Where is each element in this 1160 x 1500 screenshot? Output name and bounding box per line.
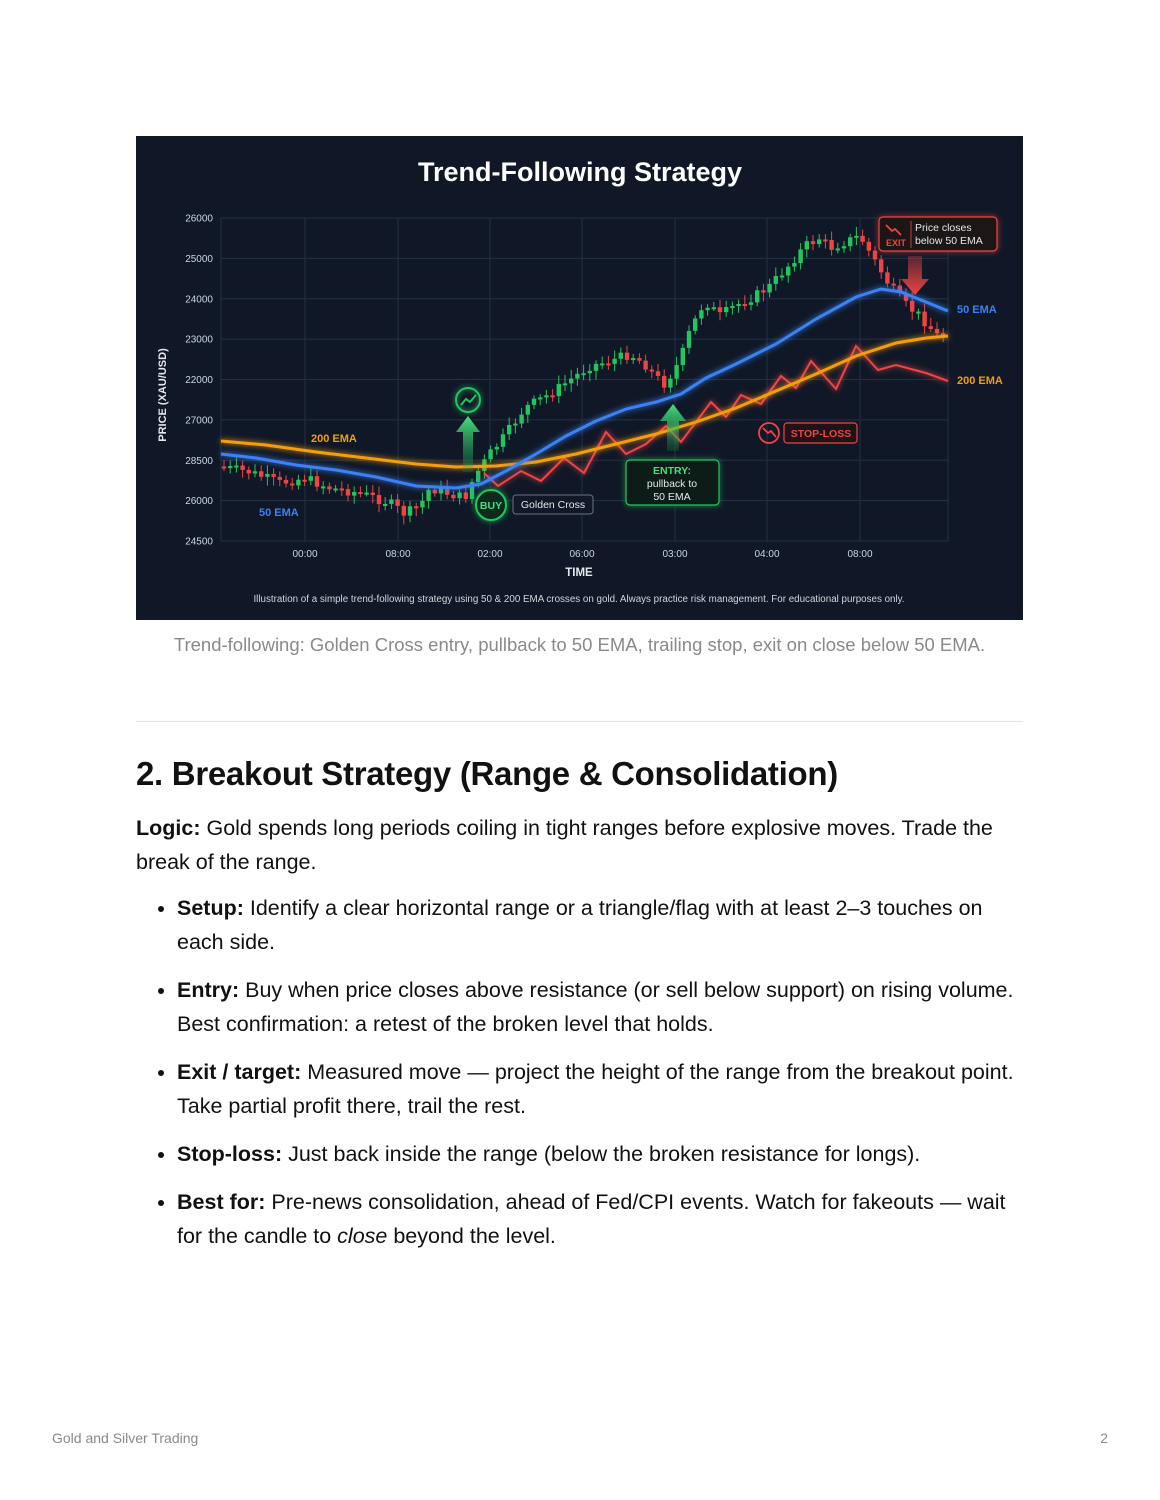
y-tick-label: 28500 bbox=[185, 455, 213, 467]
candle-up bbox=[817, 239, 821, 244]
strategy-bullets bbox=[136, 891, 1026, 1267]
candle-up bbox=[792, 263, 796, 267]
candle-down bbox=[643, 361, 647, 370]
section-heading: 2. Breakout Strategy (Range & Consolidation) bbox=[136, 755, 838, 792]
bullet-text: Buy when price closes above resistance (or sell below support) on rising volume. Best confirmation: a retest of the broken level that holds. bbox=[177, 978, 1014, 1036]
candle-down bbox=[662, 376, 666, 388]
candle-up bbox=[848, 237, 852, 246]
x-tick-label: 03:00 bbox=[662, 549, 688, 560]
x-tick-label: 00:00 bbox=[292, 549, 318, 560]
candle-up bbox=[426, 490, 430, 501]
golden-cross-label: Golden Cross bbox=[520, 499, 586, 511]
chart-footnote: Illustration of a simple trend-following strategy using 50 & 200 EMA crosses on gold. Always practice risk management. For educational purposes only. bbox=[253, 594, 905, 605]
candle-up bbox=[364, 493, 368, 495]
candle-up bbox=[513, 424, 517, 426]
candle-down bbox=[823, 239, 827, 241]
exit-label-1: Price closes bbox=[915, 222, 972, 234]
candle-up bbox=[532, 399, 536, 405]
candle-down bbox=[606, 363, 610, 365]
candle-down bbox=[743, 304, 747, 306]
candle-down bbox=[290, 483, 294, 485]
candle-down bbox=[929, 326, 933, 329]
candle-up bbox=[321, 486, 325, 488]
exit-tag-label: EXIT bbox=[885, 238, 907, 248]
candle-down bbox=[278, 477, 282, 480]
candle-up bbox=[668, 379, 672, 388]
candle-up bbox=[495, 447, 499, 450]
candle-down bbox=[247, 470, 251, 474]
candle-down bbox=[284, 480, 288, 484]
trend-chart bbox=[136, 136, 1023, 620]
candle-up bbox=[575, 374, 579, 379]
candle-up bbox=[228, 466, 232, 468]
candle-down bbox=[358, 492, 362, 494]
y-tick-label: 22000 bbox=[185, 375, 213, 386]
entry-label-2: pullback to bbox=[646, 478, 698, 490]
candle-down bbox=[873, 251, 877, 260]
candlesticks bbox=[222, 227, 946, 524]
x-tick-labels bbox=[292, 549, 872, 560]
y-tick-label: 25000 bbox=[185, 253, 213, 265]
ema200-left-label: 200 EMA bbox=[311, 433, 357, 445]
ema200-right-label: 200 EMA bbox=[957, 375, 1003, 387]
candle-down bbox=[340, 488, 344, 490]
y-tick-label: 23000 bbox=[185, 334, 213, 346]
x-tick-label: 06:00 bbox=[569, 549, 595, 560]
page-number: 2 bbox=[1100, 1430, 1108, 1446]
list-item-entry bbox=[177, 973, 1026, 1041]
candle-up bbox=[805, 241, 809, 249]
bullet-label: Exit / target: bbox=[177, 1060, 302, 1084]
candle-down bbox=[377, 495, 381, 504]
candle-up bbox=[557, 384, 561, 396]
candle-down bbox=[464, 492, 468, 499]
candle-up bbox=[544, 395, 548, 397]
candle-up bbox=[786, 267, 790, 276]
candle-up bbox=[767, 284, 771, 293]
y-tick-label: 24000 bbox=[185, 294, 213, 306]
candle-up bbox=[687, 331, 691, 348]
bullet-label: Best for: bbox=[177, 1190, 266, 1214]
candle-up bbox=[600, 363, 604, 365]
candle-down bbox=[327, 486, 331, 489]
list-item-best-for bbox=[177, 1185, 1026, 1253]
stop-loss-label: STOP-LOSS bbox=[790, 428, 852, 440]
buy-label: BUY bbox=[479, 500, 503, 512]
candle-down bbox=[935, 329, 939, 333]
bullet-text-after: beyond the level. bbox=[387, 1224, 556, 1248]
candle-up bbox=[507, 425, 511, 434]
candle-up bbox=[854, 236, 858, 238]
bullet-label: Entry: bbox=[177, 978, 240, 1002]
candle-down bbox=[718, 307, 722, 312]
candle-up bbox=[736, 304, 740, 306]
list-item-exit-target bbox=[177, 1055, 1026, 1123]
candle-up bbox=[774, 276, 778, 284]
candle-up bbox=[681, 348, 685, 365]
bullet-text: Just back inside the range (below the broken resistance for longs). bbox=[282, 1142, 921, 1166]
candle-up bbox=[588, 371, 592, 373]
candle-down bbox=[240, 465, 244, 469]
candle-down bbox=[879, 259, 883, 272]
y-tick-label: 24500 bbox=[185, 536, 213, 548]
candle-up bbox=[265, 474, 269, 477]
candle-up bbox=[476, 471, 480, 482]
bullet-emphasis: close bbox=[337, 1224, 388, 1248]
candle-up bbox=[420, 501, 424, 507]
candle-up bbox=[631, 358, 635, 360]
bullet-label: Setup: bbox=[177, 896, 244, 920]
candle-up bbox=[724, 307, 728, 312]
x-tick-label: 08:00 bbox=[847, 549, 873, 560]
candle-up bbox=[842, 246, 846, 248]
candle-up bbox=[619, 353, 623, 359]
candle-up bbox=[712, 307, 716, 309]
candle-up bbox=[538, 397, 542, 399]
exit-annotation bbox=[879, 217, 997, 295]
candle-up bbox=[699, 310, 703, 318]
footer-title: Gold and Silver Trading bbox=[52, 1430, 199, 1446]
candle-up bbox=[594, 364, 598, 371]
candle-up bbox=[296, 480, 300, 486]
bullet-text: Pre-news consolidation, ahead of Fed/CPI events. Watch for fakeouts — wait for the candle to bbox=[177, 1190, 1006, 1248]
figure-caption: Trend-following: Golden Cross entry, pullback to 50 EMA, trailing stop, exit on close below 50 EMA. bbox=[173, 634, 986, 655]
candle-up bbox=[755, 290, 759, 302]
chart-grid bbox=[221, 218, 948, 541]
chart-title: Trend-Following Strategy bbox=[417, 157, 743, 187]
candle-down bbox=[650, 370, 654, 372]
ema50-left-label: 50 EMA bbox=[259, 507, 299, 519]
candle-up bbox=[749, 302, 753, 305]
candle-down bbox=[860, 236, 864, 242]
y-tick-label: 26000 bbox=[185, 213, 213, 225]
logic-label: Logic: bbox=[136, 816, 201, 840]
candle-up bbox=[569, 379, 573, 384]
candle-down bbox=[550, 395, 554, 397]
candle-up bbox=[693, 319, 697, 331]
candle-down bbox=[222, 467, 226, 469]
x-tick-label: 04:00 bbox=[754, 549, 780, 560]
y-tick-label: 27000 bbox=[185, 415, 213, 427]
candle-down bbox=[656, 371, 660, 376]
candle-down bbox=[371, 493, 375, 495]
candle-up bbox=[352, 492, 356, 496]
candle-down bbox=[761, 290, 765, 292]
x-axis-label: TIME bbox=[565, 567, 593, 579]
candle-up bbox=[674, 365, 678, 379]
candle-up bbox=[836, 248, 840, 250]
candle-down bbox=[346, 489, 350, 495]
candle-up bbox=[488, 449, 492, 459]
candle-up bbox=[383, 504, 387, 506]
ema50-line bbox=[221, 289, 948, 488]
logic-text: Gold spends long periods coiling in tight ranges before explosive moves. Trade the break of the range. bbox=[136, 816, 993, 874]
candle-up bbox=[705, 308, 709, 310]
candle-down bbox=[625, 353, 629, 360]
candle-up bbox=[234, 465, 238, 467]
section-divider bbox=[136, 721, 1023, 722]
bullet-label: Stop-loss: bbox=[177, 1142, 283, 1166]
exit-arrow bbox=[901, 256, 929, 295]
candle-up bbox=[798, 249, 802, 263]
candle-up bbox=[916, 312, 920, 314]
candle-up bbox=[253, 471, 257, 473]
trend-up-icon-glyph bbox=[461, 395, 476, 405]
chart-figure bbox=[136, 136, 1023, 620]
candle-down bbox=[451, 495, 455, 498]
entry-label-3: 50 EMA bbox=[653, 491, 691, 503]
bullet-text: Measured move — project the height of the range from the breakout point. Take partial profit there, trail the rest. bbox=[177, 1060, 1014, 1118]
buy-arrow bbox=[456, 416, 480, 472]
y-axis-label: PRICE (XAU/USD) bbox=[157, 348, 169, 442]
entry-label-1: ENTRY: bbox=[653, 465, 691, 477]
list-item-stop-loss bbox=[177, 1137, 1026, 1171]
bullet-text: Identify a clear horizontal range or a triangle/flag with at least 2–3 touches on each side. bbox=[177, 896, 983, 954]
exit-label-2: below 50 EMA bbox=[915, 235, 983, 247]
candle-down bbox=[315, 476, 319, 487]
candle-down bbox=[811, 241, 815, 244]
candle-up bbox=[730, 306, 734, 308]
candle-down bbox=[395, 499, 399, 505]
candle-down bbox=[891, 284, 895, 286]
list-item-setup bbox=[177, 891, 1026, 959]
trend-down-icon-glyph bbox=[763, 428, 776, 437]
candle-down bbox=[271, 474, 275, 477]
candle-down bbox=[433, 490, 437, 494]
candle-down bbox=[922, 312, 926, 327]
candle-down bbox=[885, 272, 889, 283]
candle-down bbox=[402, 506, 406, 516]
candle-up bbox=[389, 499, 393, 504]
candle-down bbox=[637, 358, 641, 361]
candle-up bbox=[457, 492, 461, 498]
candle-up bbox=[333, 488, 337, 490]
ema50-right-label: 50 EMA bbox=[957, 304, 997, 316]
candle-up bbox=[408, 506, 412, 515]
candle-up bbox=[581, 373, 585, 375]
candle-up bbox=[519, 415, 523, 424]
candle-down bbox=[414, 506, 418, 508]
candle-up bbox=[612, 359, 616, 364]
candle-up bbox=[563, 383, 567, 385]
stop-loss-annotation bbox=[759, 423, 857, 443]
y-tick-labels bbox=[185, 214, 213, 548]
logic-paragraph bbox=[136, 811, 1016, 879]
candle-down bbox=[910, 301, 914, 312]
y-tick-label: 26000 bbox=[185, 496, 213, 508]
candle-down bbox=[829, 240, 833, 250]
x-tick-label: 02:00 bbox=[477, 549, 503, 560]
candle-down bbox=[867, 242, 871, 251]
candle-up bbox=[526, 405, 530, 415]
ema200-line bbox=[221, 336, 948, 467]
candle-up bbox=[780, 275, 784, 277]
candle-down bbox=[302, 480, 306, 482]
candle-up bbox=[501, 434, 505, 447]
candle-up bbox=[309, 476, 313, 481]
candle-down bbox=[259, 471, 263, 477]
x-tick-label: 08:00 bbox=[385, 549, 411, 560]
